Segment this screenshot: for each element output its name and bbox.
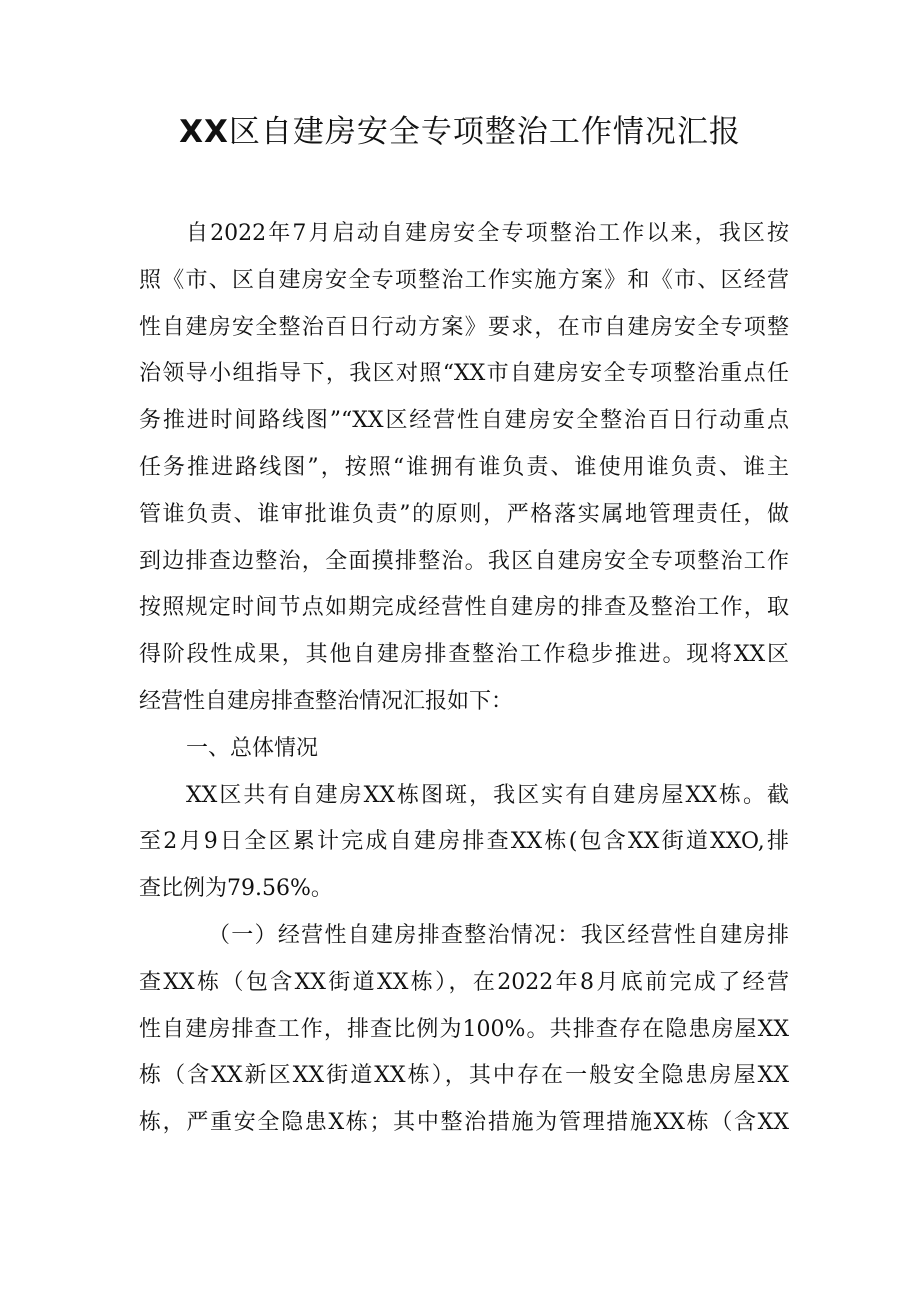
- paragraph-line: 自2022年7月启动自建房安全专项整治工作以来，我区按: [186, 221, 789, 246]
- paragraph-line: 任务推进路线图”，按照“谁拥有谁负责、谁使用谁负责、谁主: [139, 454, 789, 480]
- section-heading: 一、总体情况: [186, 735, 319, 761]
- paragraph-line: 照《市、区自建房安全专项整治工作实施方案》和《市、区经营: [139, 267, 789, 293]
- paragraph-line: XX区共有自建房XX栋图斑，我区实有自建房屋XX栋。截: [186, 782, 789, 808]
- paragraph-line: 经营性自建房排查整治情况汇报如下：: [139, 688, 514, 714]
- paragraph-line: 到边排查边整治，全面摸排整治。我区自建房安全专项整治工作: [139, 548, 789, 574]
- subsection-line: （一）经营性自建房排查整治情况：我区经营性自建房排: [208, 922, 789, 948]
- paragraph-line: 查比例为79.56%。: [139, 876, 333, 902]
- paragraph-line: 栋（含XX新区XX街道XX栋），其中存在一般安全隐患房屋XX: [139, 1063, 789, 1089]
- paragraph-line: 务推进时间路线图”“XX区经营性自建房安全整治百日行动重点: [139, 408, 789, 434]
- paragraph-line: 性自建房排查工作，排查比例为100%。共排查存在隐患房屋XX: [139, 1016, 789, 1042]
- paragraph-line: 治领导小组指导下，我区对照“XX市自建房安全专项整治重点任: [139, 361, 789, 387]
- title-prefix: XX: [179, 114, 229, 150]
- document-title: [0, 108, 920, 156]
- title-main: 区自建房安全专项整治工作情况汇报: [228, 114, 741, 150]
- paragraph-line: 得阶段性成果，其他自建房排查整治工作稳步推进。现将XX区: [139, 642, 789, 668]
- paragraph-line: 至2月9日全区累计完成自建房排查XX栋(包含XX街道XXO,排: [139, 829, 789, 855]
- paragraph-line: 查XX栋（包含XX街道XX栋），在2022年8月底前完成了经营: [139, 969, 789, 995]
- paragraph-line: 栋，严重安全隐患X栋；其中整治措施为管理措施XX栋（含XX: [139, 1110, 789, 1136]
- paragraph-line: 性自建房安全整治百日行动方案》要求，在市自建房安全专项整: [139, 314, 789, 340]
- paragraph-line: 按照规定时间节点如期完成经营性自建房的排查及整治工作，取: [139, 595, 789, 621]
- paragraph-line: 管谁负责、谁审批谁负责”的原则，严格落实属地管理责任，做: [139, 501, 789, 527]
- document-body: [139, 211, 789, 1147]
